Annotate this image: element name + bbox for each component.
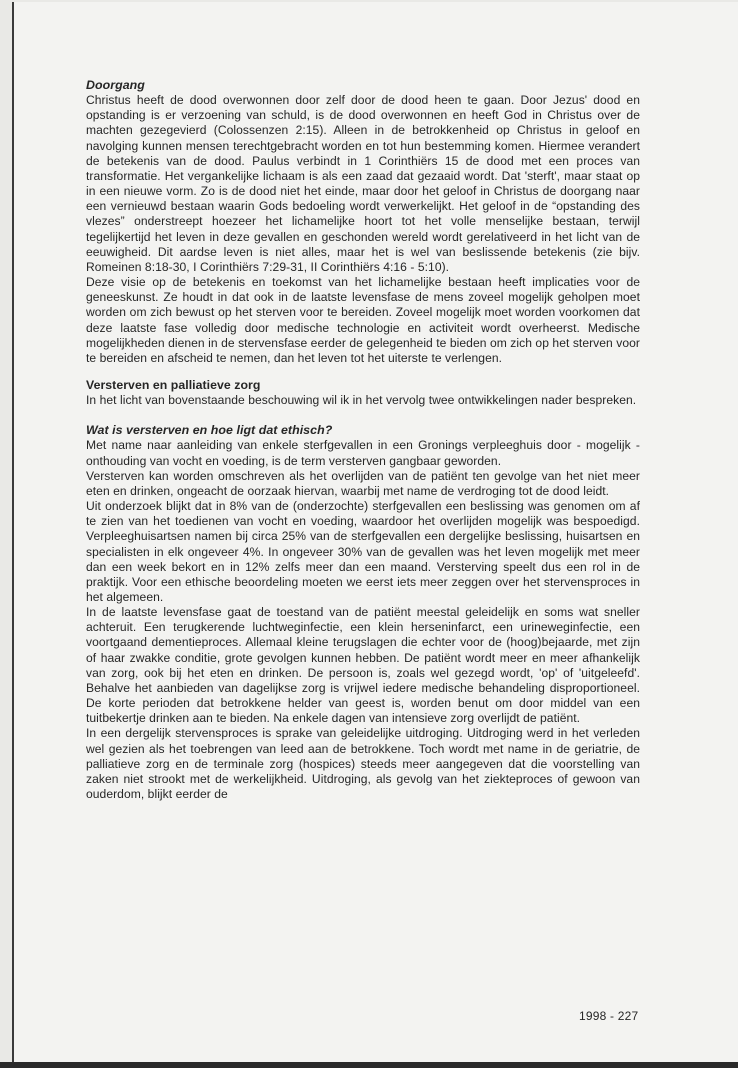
heading-versterven-palliatieve-zorg: Versterven en palliatieve zorg bbox=[86, 377, 261, 392]
paragraph: In het licht van bovenstaande beschouwing wil ik in het vervolg twee ontwikkelingen nader bespreken. bbox=[86, 393, 637, 408]
paragraph: Versterven kan worden omschreven als het overlijden van de patiënt ten gevolge van het niet meer eten en drinken, ongeacht de oorzaak hiervan, waarbij met name de verdroging tot de dood leidt. bbox=[86, 468, 640, 498]
scan-bottom-edge bbox=[0, 1062, 738, 1068]
heading-doorgang: Doorgang bbox=[86, 78, 145, 92]
paragraph: Uit onderzoek blijkt dat in 8% van de (onderzochte) sterfgevallen een beslissing was genomen om af te zien van het toedienen van vocht en voeding, waardoor het overlijden mogelijk was bespoedigd. Verpleeghuisartsen namen bij circa 25% van de sterfgevallen een dergelijke beslissing, huisartsen en specialisten in elk ongeveer 4%. In ongeveer 30% van de gevallen was het leven mogelijk met meer dan een week bekort en in 12% zelfs meer dan een maand. Versterving speelt dus een rol in de praktijk. Voor een ethische beoordeling moeten we eerst iets meer zeggen over het stervensproces in het algemeen. bbox=[86, 499, 640, 604]
paragraph: In een dergelijk stervensproces is sprake van geleidelijke uitdroging. Uitdroging werd in het verleden wel gezien als het toebrengen van leed aan de betrokkene. Toch wordt met name in de geriatrie, de palliatieve zorg en de terminale zorg (hospices) steeds meer aangegeven dat die voorstelling van zaken niet strookt met de werkelijkheid. Uitdroging, als gevolg van het ziekteproces of gewoon van ouderdom, blijkt eerder de bbox=[86, 726, 640, 802]
heading-wat-is-versterven: Wat is versterven en hoe ligt dat ethisch? bbox=[86, 423, 333, 438]
paragraph: Christus heeft de dood overwonnen door zelf door de dood heen te gaan. Door Jezus' dood en opstanding is er verzoening van schuld, is de dood overwonnen en heeft God in Christus over de machten gezegevierd (Colossenzen 2:15). Alleen in de betrokkenheid op Christus in geloof en navolging kunnen mensen terechtgebracht worden en tot hun bestemming komen. Hiermee verandert de betekenis van de dood. Paulus verbindt in 1 Corinthiërs 15 de dood met een proces van transformatie. Het vergankelijke lichaam is als een zaad dat gezaaid wordt. Dat 'sterft', maar staat op in een nieuwe vorm. Zo is de dood niet het einde, maar door het geloof in Christus de doorgang naar een vernieuwd bestaan waarin Gods bedoeling wordt verwerkelijkt. Het geloof in de “opstanding des vlezes” onderstreept hoezeer het lichamelijke hoort tot het volle menselijke bestaan, terwijl tegelijkertijd het leven in deze gevallen en geschonden wereld wordt gerelativeerd in het licht van de eeuwigheid. Dit aardse leven is niet alles, maar het is wel van beslissende betekenis (zie bijv. Romeinen 8:18-30, I Corinthiërs 7:29-31, II Corinthiërs 4:16 - 5:10). bbox=[86, 93, 640, 274]
paragraph: In de laatste levensfase gaat de toestand van de patiënt meestal geleidelijk en soms wat sneller achteruit. Een terugkerende luchtweginfectie, een klein herseninfarct, een urineweginfectie, een voortgaand dementieproces. Allemaal kleine terugslagen die echter voor de (hoog)bejaarde, met zijn of haar zwakke conditie, grote gevolgen kunnen hebben. De patiënt wordt meer en meer afhankelijk van zorg, ook bij het eten en drinken. De persoon is, zoals wel gezegd wordt, 'op' of 'uitgeleefd'. Behalve het aanbieden van dagelijkse zorg is vrijwel iedere medische behandeling disproportioneel. De korte perioden dat betrokkene helder van geest is, worden benut om door middel van een tuitbekertje drinken aan te bieden. Na enkele dagen van intensieve zorg overlijdt de patiënt. bbox=[86, 605, 640, 726]
article-body bbox=[86, 78, 640, 802]
paragraph: Met name naar aanleiding van enkele sterfgevallen in een Gronings verpleeghuis door - mogelijk - onthouding van vocht en voeding, is de term versterven gangbaar geworden. bbox=[86, 438, 640, 468]
paragraph: Deze visie op de betekenis en toekomst van het lichamelijke bestaan heeft implicaties voor de geneeskunst. Ze houdt in dat ook in de laatste levensfase de mens zoveel mogelijk geholpen moet worden om zich bewust op het sterven voor te bereiden. Zoveel mogelijk moet worden voorkomen dat deze laatste fase volledig door medische technologie en activiteit wordt overheerst. Medische mogelijkheden dienen in de stervensfase eerder de gelegenheid te bieden om zich op het sterven voor te bereiden en afscheid te nemen, dan het leven tot het uiterste te verlengen. bbox=[86, 275, 640, 365]
page-number: 1998 - 227 bbox=[579, 1009, 639, 1023]
